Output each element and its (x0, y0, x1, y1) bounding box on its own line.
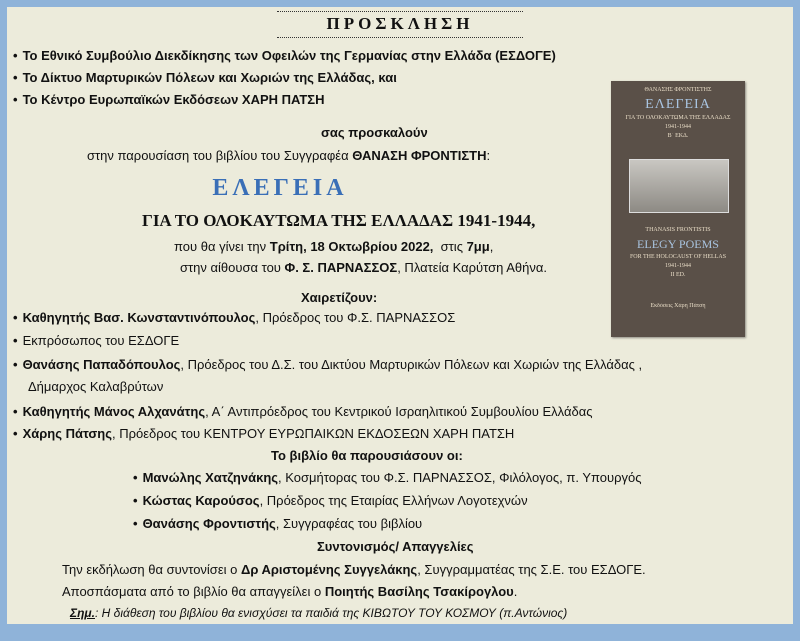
recital-prefix: Αποσπάσματα από το βιβλίο θα απαγγείλει ο (62, 584, 325, 599)
cover-years-en: 1941-1944 (665, 263, 691, 269)
venue-suffix: , Πλατεία Καρύτση Αθήνα. (397, 260, 547, 275)
recital-suffix: . (513, 584, 518, 599)
coord-suffix: , Συγγραμματέας της Σ.Ε. του ΕΣΔΟΓΕ. (417, 562, 646, 577)
presenter-role: , Συγγραφέας του βιβλίου (275, 516, 423, 531)
greeting-item (13, 357, 642, 373)
organizer-item (13, 48, 556, 64)
greeting-item (13, 426, 514, 442)
invitation-page (7, 7, 793, 624)
coordinator-name: Δρ Αριστομένης Συγγελάκης (240, 562, 418, 577)
coord-prefix: Την εκδήλωση θα συντονίσει ο (62, 562, 241, 577)
poet-name: Ποιητής Βασίλης Τσακίρογλου (324, 584, 514, 599)
presenter-item (133, 493, 528, 509)
time-prefix: στις (433, 239, 467, 254)
book-subtitle: ΓΙΑ ΤΟ ΟΛΟΚΑΥΤΩΜΑ ΤΗΣ ΕΛΛΑΔΑΣ 1941-1944, (142, 211, 536, 230)
presenter-item (133, 516, 422, 532)
greeting-role: , Πρόεδρος του ΚΕΝΤΡΟΥ ΕΥΡΩΠΑΙΚΩΝ ΕΚΔΟΣΕΩΝ ΧΑΡΗ ΠΑΤΣΗ (112, 426, 515, 441)
greeting-role: , Α΄ Αντιπρόεδρος του Κεντρικού Ισραηλιτικού Συμβουλίου Ελλάδας (205, 404, 593, 419)
event-venue-line (180, 260, 547, 276)
cover-subtitle-gr: ΓΙΑ ΤΟ ΟΛΟΚΑΥΤΩΜΑ ΤΗΣ ΕΛΛΑΔΑΣ (625, 115, 731, 121)
greeting-item (13, 310, 455, 326)
event-date-line (174, 239, 493, 255)
organizer-text: Το Δίκτυο Μαρτυρικών Πόλεων και Χωριών της Ελλάδας, και (22, 70, 397, 85)
event-date: Τρίτη, 18 Οκτωβρίου 2022, (269, 239, 434, 254)
greeting-name: Καθηγητής Μάνος Αλχανάτης (22, 404, 206, 419)
title-bottom-rule (277, 37, 523, 38)
presenter-name: Θανάσης Φροντιστής (142, 516, 276, 531)
greeting-name: Θανάσης Παπαδόπουλος (22, 357, 181, 372)
page-title: ΠΡΟΣΚΛΗΣΗ (326, 14, 474, 33)
date-prefix: που θα γίνει την (174, 239, 270, 254)
footnote (70, 605, 567, 621)
cover-photo (629, 159, 729, 213)
greetings-heading: Χαιρετίζουν: (301, 290, 378, 305)
greeting-item (13, 404, 593, 420)
cover-subtitle-en: FOR THE HOLOCAUST OF HELLAS (629, 254, 727, 260)
footnote-label: Σημ. (70, 606, 95, 620)
presenter-name: Κώστας Καρούσος (142, 493, 260, 508)
footnote-text: : Η διάθεση του βιβλίου θα ενισχύσει τα παιδιά της ΚΙΒΩΤΟΥ ΤΟΥ ΚΟΣΜΟΥ (π.Αντώνιος) (94, 606, 568, 620)
cover-edition-en: II ED. (670, 272, 686, 278)
greeting-name: Χάρης Πάτσης (22, 426, 112, 441)
event-venue: Φ. Σ. ΠΑΡΝΑΣΣΟΣ (284, 260, 398, 275)
author-name: ΘΑΝΑΣΗ ΦΡΟΝΤΙΣΤΗ (352, 148, 487, 163)
coordination-heading: Συντονισμός/ Απαγγελίες (317, 539, 474, 554)
coordination-line2 (62, 584, 517, 600)
cover-author-gr: ΘΑΝΑΣΗΣ ΦΡΟΝΤΙΣΤΗΣ (644, 87, 712, 93)
book-cover-image (611, 81, 745, 337)
event-time: 7μμ (466, 239, 490, 254)
invite-line1: σας προσκαλούν (321, 125, 428, 140)
cover-publisher: Εκδόσεις Χάρη Πάτση (650, 303, 706, 309)
cover-years-gr: 1941-1944 (665, 124, 691, 130)
greeting-role: Εκπρόσωπος του ΕΣΔΟΓΕ (22, 333, 180, 348)
cover-edition-gr: Β΄ ΕΚΔ. (667, 133, 689, 139)
book-title: ΕΛΕΓΕΙΑ (212, 175, 348, 201)
organizer-item (13, 70, 397, 86)
greeting-role: , Πρόεδρος του Φ.Σ. ΠΑΡΝΑΣΣΟΣ (255, 310, 456, 325)
invite-text: στην παρουσίαση του βιβλίου του Συγγραφέα (87, 148, 353, 163)
cover-title-en: ELEGY POEMS (637, 237, 719, 251)
presenter-item (133, 470, 642, 486)
title-top-rule (277, 11, 523, 12)
time-suffix: , (489, 239, 494, 254)
presenter-name: Μανώλης Χατζηνάκης (142, 470, 279, 485)
invite-suffix: : (486, 148, 491, 163)
greeting-role-continued: Δήμαρχος Καλαβρύτων (28, 379, 164, 394)
venue-prefix: στην αίθουσα του (180, 260, 285, 275)
coordination-line1 (62, 562, 646, 578)
greeting-role: , Πρόεδρος του Δ.Σ. του Δικτύου Μαρτυρικών Πόλεων και Χωριών της Ελλάδας , (180, 357, 643, 372)
greeting-name: Καθηγητής Βασ. Κωνσταντινόπουλος (22, 310, 256, 325)
cover-title-gr: ΕΛΕΓΕΙΑ (645, 97, 711, 112)
cover-author-en: THANASIS FRONTISTIS (645, 227, 711, 233)
presenters-heading: Το βιβλίο θα παρουσιάσουν οι: (271, 448, 463, 463)
invite-line2 (87, 148, 490, 164)
greeting-item (13, 333, 179, 349)
organizer-item (13, 92, 324, 108)
presenter-role: , Κοσμήτορας του Φ.Σ. ΠΑΡΝΑΣΣΟΣ, Φιλόλογος, π. Υπουργός (278, 470, 642, 485)
organizer-text: Το Κέντρο Ευρωπαϊκών Εκδόσεων ΧΑΡΗ ΠΑΤΣΗ (22, 92, 325, 107)
organizer-text: Το Εθνικό Συμβούλιο Διεκδίκησης των Οφειλών της Γερμανίας στην Ελλάδα (ΕΣΔΟΓΕ) (22, 48, 556, 63)
presenter-role: , Πρόεδρος της Εταιρίας Ελλήνων Λογοτεχνών (259, 493, 528, 508)
